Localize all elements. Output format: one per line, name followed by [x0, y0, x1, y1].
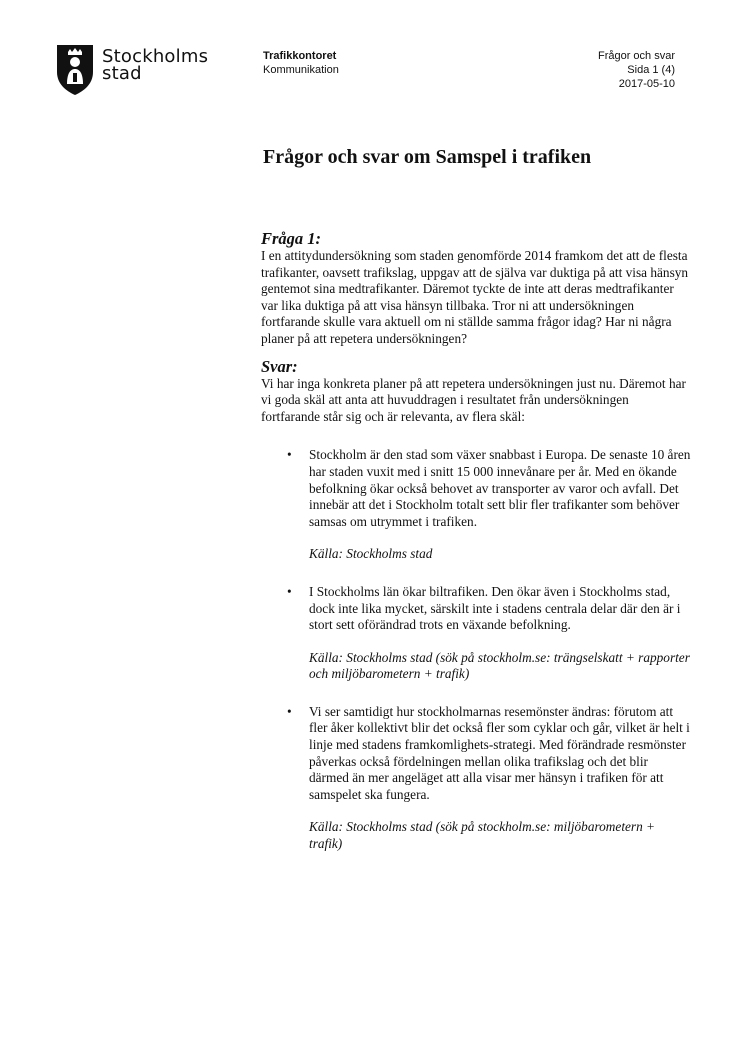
stockholm-crest-icon	[56, 44, 94, 96]
list-item	[261, 447, 691, 563]
source-citation: Källa: Stockholms stad	[309, 546, 433, 562]
page-title: Frågor och svar om Samspel i trafiken	[263, 146, 592, 168]
bullet-icon: •	[287, 447, 292, 463]
source-citation: Källa: Stockholms stad (sök på stockholm.se: miljöbarometern + trafik)	[309, 819, 656, 852]
stockholm-logo	[56, 44, 209, 96]
answer-intro: Vi har inga konkreta planer på att repetera undersökningen just nu. Däremot har vi goda skäl att anta att huvuddragen i resultatet från undersökningen fortfarande står sig och är relevanta, av flera skäl:	[261, 375, 686, 424]
list-item	[261, 704, 691, 853]
answer-heading: Svar:	[261, 356, 298, 376]
reasons-list	[261, 447, 691, 852]
department-unit: Kommunikation	[263, 64, 339, 76]
document-body	[261, 230, 691, 874]
logo-wordmark: Stockholms stad	[102, 46, 209, 84]
list-item	[261, 584, 691, 683]
bullet-icon: •	[287, 583, 292, 599]
question-text: I en attitydundersökning som staden genomförde 2014 framkom det att de flesta trafikanter, oavsett trafikslag, uppgav att de själva var duktiga på att visa hänsyn gentemot sina medtrafikanter. Däremot tyckte de inte att deras medtrafikanter var lika duktiga på att visa hänsyn tillbaka. Tror ni att undersökningen fortfarande skulle vara aktuell om ni ställde samma frågor idag? Har ni några planer på att repetera undersökningen?	[261, 248, 689, 346]
question-heading: Fråga 1:	[261, 229, 322, 248]
list-item-text: Vi ser samtidigt hur stockholmarnas resemönster ändras: förutom att fler åker kollektivt blir det också fler som cyklar och går, vilket är helt i linje med stadens framkomlighets-strategi. Med förändrade resmönster påverkas också fördelningen mellan olika trafikslag och det blir därmed än mer angeläget att alla visar mer hänsyn i trafiken för att samspelet ska fungera.	[309, 703, 690, 802]
document-meta	[598, 49, 675, 91]
department-name: Trafikkontoret	[263, 50, 337, 62]
list-item-text: I Stockholms län ökar biltrafiken. Den ökar även i Stockholms stad, dock inte lika mycket, särskilt inte i stadens centrala delar där den är i stort sett oförändrad trots en växande befolkning.	[309, 583, 681, 633]
list-item-text: Stockholm är den stad som växer snabbast i Europa. De senaste 10 åren har staden vuxit med i snitt 15 000 innevånare per år. Med en ökande befolkning ökar också behovet av transporter av varor och avfall. Det innebär att det i Stockholm totalt sett blir fler trafikanter som behöver samsas om utrymmet i trafiken.	[309, 447, 691, 529]
department-block	[263, 49, 339, 77]
page-number: Sida 1 (4)	[627, 64, 675, 76]
doc-date: 2017-05-10	[618, 78, 675, 90]
source-citation: Källa: Stockholms stad (sök på stockholm.se: trängselskatt + rapporter och miljöbarometern + trafik)	[309, 649, 690, 682]
doc-type: Frågor och svar	[597, 50, 675, 62]
bullet-icon: •	[287, 703, 292, 719]
